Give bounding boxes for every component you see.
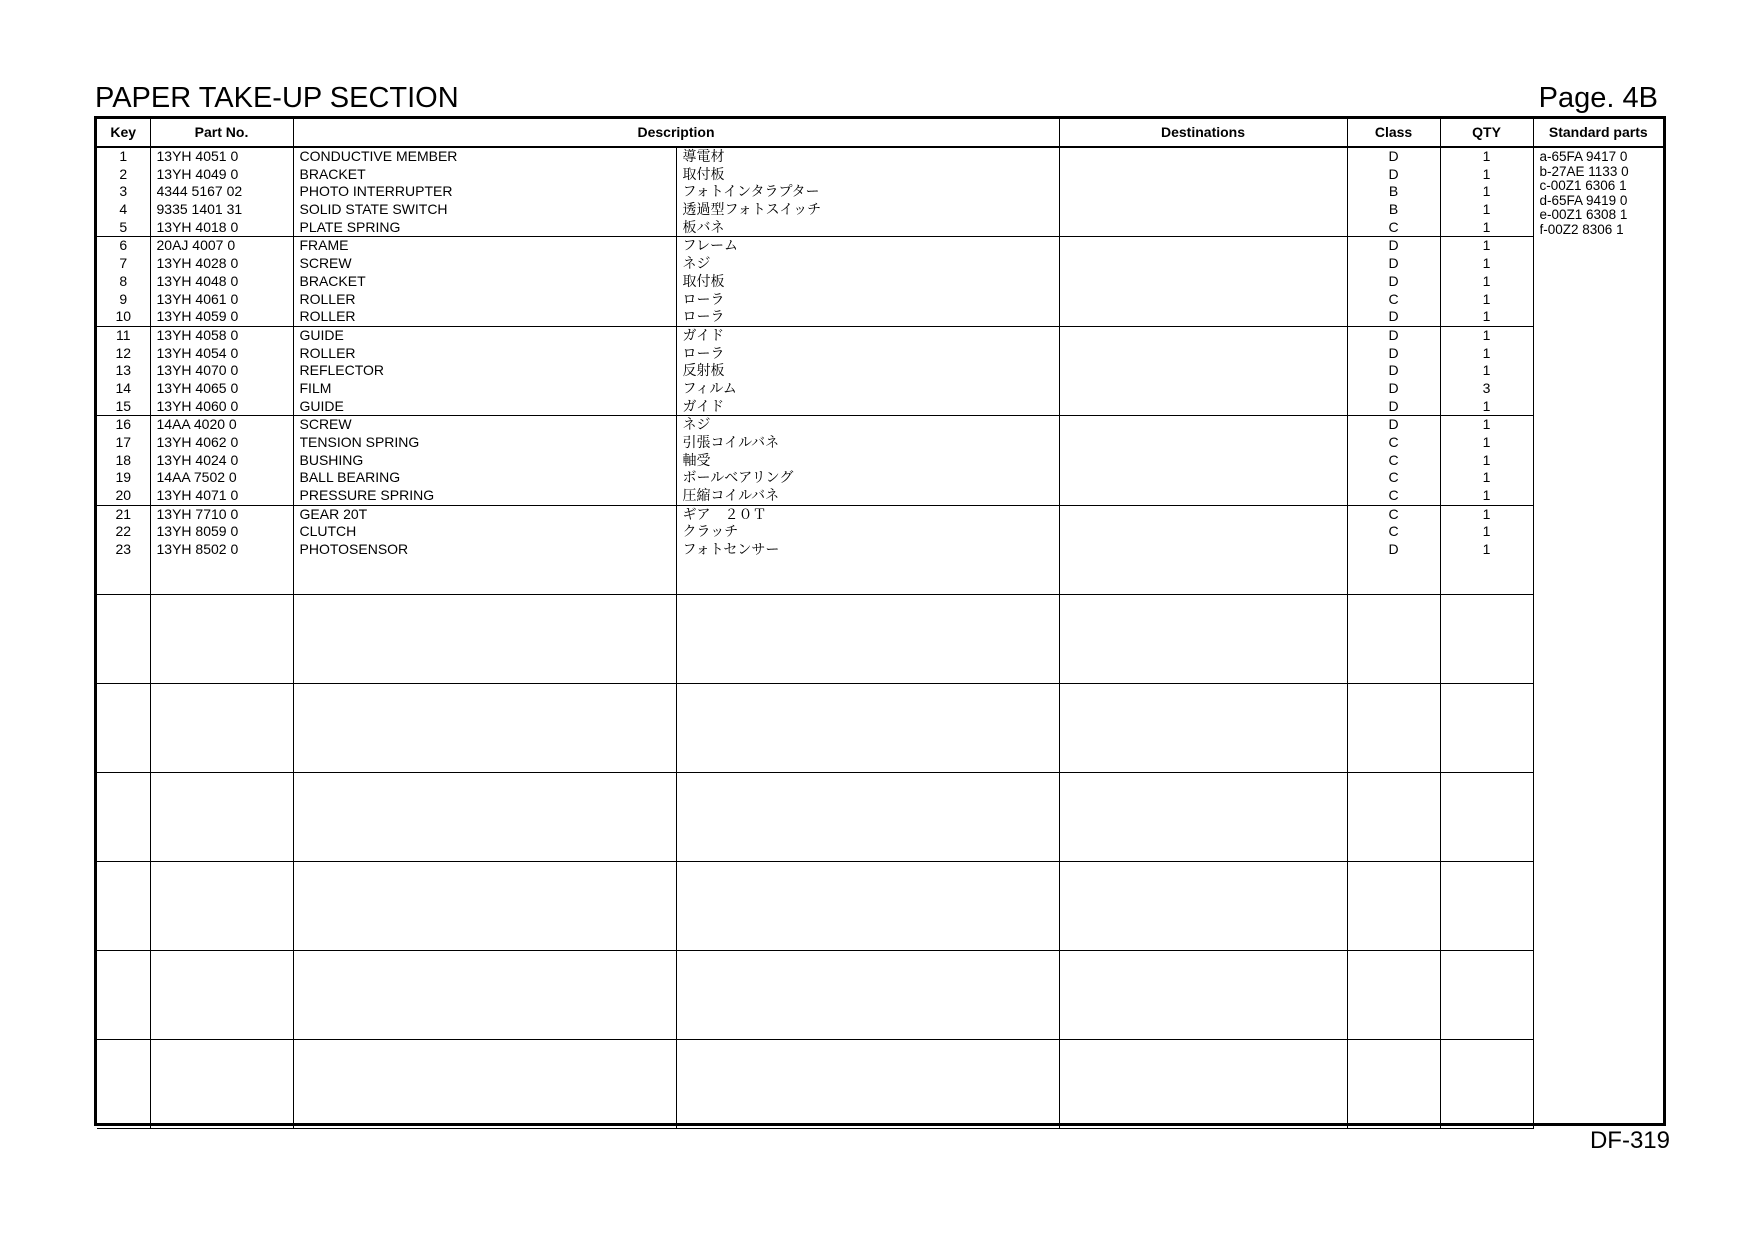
column-header-key: Key	[97, 119, 150, 147]
cell-part-no: 9335 1401 31	[156, 201, 243, 218]
column-header-destinations: Destinations	[1059, 119, 1347, 147]
cell-description-en: PLATE SPRING	[299, 218, 401, 235]
cell-key-column	[97, 505, 150, 594]
cell-key: 11	[115, 326, 131, 343]
cell-destinations-column	[1059, 594, 1347, 683]
cell-class-column	[1347, 1039, 1440, 1128]
cell-destinations	[1066, 380, 1347, 398]
cell-qty-column	[1440, 772, 1533, 861]
cell-description-en-column	[293, 237, 676, 326]
cell-class: D	[1388, 237, 1399, 254]
cell-class: D	[1388, 165, 1399, 182]
cell-class: B	[1388, 201, 1399, 218]
cell-destinations	[1066, 148, 1347, 166]
cell-class: B	[1388, 183, 1399, 200]
cell-class: D	[1388, 416, 1399, 433]
cell-class: D	[1388, 344, 1399, 361]
parts-list-sheet	[94, 116, 1666, 1126]
cell-part-no: 14AA 4020 0	[156, 416, 237, 433]
cell-destinations-column	[1059, 772, 1347, 861]
cell-class: D	[1388, 308, 1399, 325]
cell-destinations-column	[1059, 950, 1347, 1039]
cell-description-en-column	[293, 416, 676, 505]
column-header-class: Class	[1347, 119, 1440, 147]
cell-description-jp-column	[676, 950, 1059, 1039]
cell-description-jp: 板バネ	[682, 218, 725, 235]
cell-part-no: 13YH 4048 0	[156, 272, 239, 289]
cell-destinations	[1066, 362, 1347, 380]
cell-description-jp-column	[676, 861, 1059, 950]
cell-description-en: PHOTO INTERRUPTER	[299, 183, 453, 200]
parts-group-row	[97, 683, 1663, 772]
cell-description-jp: ボールベアリング	[682, 469, 794, 486]
cell-description-jp: クラッチ	[682, 523, 739, 540]
cell-description-en: REFLECTOR	[299, 362, 385, 379]
cell-description-en: FRAME	[299, 237, 349, 254]
cell-part-no: 13YH 4049 0	[156, 165, 239, 182]
cell-description-jp-column	[676, 1039, 1059, 1128]
cell-destinations	[1066, 434, 1347, 452]
cell-description-en-column	[293, 772, 676, 861]
cell-destinations	[1066, 398, 1347, 416]
cell-class-column	[1347, 861, 1440, 950]
cell-qty: 1	[1482, 255, 1491, 272]
cell-description-jp: フィルム	[682, 379, 737, 396]
parts-group-row	[97, 505, 1663, 594]
cell-description-en: ROLLER	[299, 344, 356, 361]
cell-class-column	[1347, 950, 1440, 1039]
cell-part-no: 13YH 4054 0	[156, 344, 239, 361]
cell-part-no-column	[150, 950, 293, 1039]
page-number: Page. 4B	[1538, 82, 1658, 114]
cell-description-jp: ガイド	[682, 397, 725, 414]
cell-part-no: 13YH 4059 0	[156, 308, 239, 325]
cell-key: 13	[115, 362, 132, 379]
cell-description-en: BRACKET	[299, 165, 366, 182]
cell-part-no-column	[150, 1039, 293, 1128]
cell-destinations	[1066, 487, 1347, 505]
cell-qty: 1	[1482, 362, 1491, 379]
cell-description-en: SCREW	[299, 416, 352, 433]
cell-key: 23	[115, 541, 132, 558]
cell-class-column	[1347, 683, 1440, 772]
cell-description-en: BRACKET	[299, 272, 366, 289]
cell-description-en-column	[293, 950, 676, 1039]
cell-key: 12	[115, 344, 132, 361]
column-header-qty: QTY	[1440, 119, 1533, 147]
standard-part-item: d-65FA 9419 0	[1539, 193, 1628, 208]
cell-description-en-column	[293, 1039, 676, 1128]
cell-part-no: 13YH 4070 0	[156, 362, 239, 379]
cell-key: 16	[115, 416, 132, 433]
cell-destinations-column	[1059, 683, 1347, 772]
standard-part-item: c-00Z1 6306 1	[1539, 179, 1627, 193]
cell-description-en: BALL BEARING	[299, 469, 401, 486]
cell-part-no: 13YH 4071 0	[156, 487, 239, 504]
cell-key: 6	[119, 237, 128, 254]
parts-group-row	[97, 326, 1663, 415]
cell-part-no-column	[150, 683, 293, 772]
cell-class: D	[1388, 397, 1399, 414]
column-header-standard-parts: Standard parts	[1533, 119, 1663, 147]
cell-destinations	[1066, 308, 1347, 326]
cell-qty: 1	[1482, 416, 1491, 433]
cell-destinations	[1066, 201, 1347, 219]
cell-key: 10	[115, 308, 132, 325]
parts-group-row	[97, 147, 1663, 237]
cell-description-jp: ローラ	[682, 290, 725, 307]
standard-part-item: a-65FA 9417 0	[1539, 150, 1628, 164]
cell-part-no: 13YH 4028 0	[156, 255, 239, 272]
cell-qty: 1	[1482, 469, 1491, 486]
cell-description-en-column	[293, 147, 676, 237]
cell-key: 1	[119, 148, 128, 164]
cell-qty: 1	[1482, 272, 1491, 289]
cell-part-no-column	[150, 772, 293, 861]
cell-qty: 1	[1482, 505, 1491, 522]
cell-class: D	[1388, 148, 1399, 164]
cell-part-no-column	[150, 326, 293, 415]
cell-class: C	[1388, 218, 1399, 235]
cell-key: 3	[119, 183, 128, 200]
cell-qty: 1	[1482, 541, 1491, 558]
cell-part-no: 13YH 4058 0	[156, 326, 239, 343]
cell-qty: 1	[1482, 344, 1491, 361]
cell-class: D	[1388, 379, 1399, 396]
cell-destinations	[1066, 291, 1347, 309]
cell-description-en-column	[293, 683, 676, 772]
cell-destinations	[1066, 327, 1347, 345]
cell-destinations	[1066, 183, 1347, 201]
cell-part-no: 13YH 4018 0	[156, 218, 239, 235]
cell-destinations	[1066, 506, 1347, 524]
cell-description-en: SCREW	[299, 255, 352, 272]
cell-part-no-column	[150, 594, 293, 683]
cell-description-jp: ローラ	[682, 308, 725, 325]
cell-description-en-column	[293, 861, 676, 950]
cell-qty: 1	[1482, 326, 1491, 343]
cell-description-jp: 反射板	[682, 362, 725, 379]
cell-description-en: GUIDE	[299, 397, 344, 414]
cell-qty: 1	[1482, 523, 1491, 540]
cell-qty: 1	[1482, 183, 1491, 200]
cell-description-en: ROLLER	[299, 308, 356, 325]
cell-key-column	[97, 683, 150, 772]
cell-part-no: 14AA 7502 0	[156, 469, 237, 486]
column-header-description: Description	[293, 119, 1059, 147]
cell-key: 19	[115, 469, 132, 486]
cell-qty: 1	[1482, 165, 1491, 182]
cell-part-no-column	[150, 505, 293, 594]
cell-destinations	[1066, 416, 1347, 434]
cell-key-column	[97, 594, 150, 683]
cell-qty-column	[1440, 147, 1533, 237]
cell-class: D	[1388, 541, 1399, 558]
cell-class: D	[1388, 255, 1399, 272]
cell-class: C	[1388, 505, 1399, 522]
table-header-row	[97, 119, 1663, 147]
cell-description-jp: フォトインタラプター	[682, 183, 820, 200]
parts-group-row	[97, 237, 1663, 326]
cell-part-no: 13YH 8502 0	[156, 541, 239, 558]
cell-class-column	[1347, 326, 1440, 415]
cell-key: 4	[119, 201, 128, 218]
cell-description-jp: ローラ	[682, 344, 725, 361]
cell-part-no: 13YH 7710 0	[156, 505, 239, 522]
parts-table	[97, 119, 1663, 1129]
cell-class: D	[1388, 326, 1399, 343]
cell-key-column	[97, 237, 150, 326]
cell-part-no: 13YH 8059 0	[156, 523, 239, 540]
cell-qty: 1	[1482, 290, 1491, 307]
cell-class: C	[1388, 523, 1399, 540]
cell-part-no: 13YH 4062 0	[156, 434, 239, 450]
cell-key: 5	[119, 218, 128, 235]
cell-qty: 1	[1482, 308, 1491, 325]
cell-key-column	[97, 861, 150, 950]
cell-class: C	[1388, 469, 1399, 486]
parts-group-row	[97, 416, 1663, 505]
cell-key: 22	[115, 523, 132, 540]
cell-class: D	[1388, 362, 1399, 379]
cell-destinations	[1066, 345, 1347, 363]
cell-destinations-column	[1059, 416, 1347, 505]
cell-class: D	[1388, 272, 1399, 289]
cell-qty: 1	[1482, 434, 1491, 450]
cell-destinations	[1066, 237, 1347, 255]
cell-description-jp: ネジ	[682, 416, 711, 433]
cell-qty: 3	[1482, 379, 1491, 396]
cell-key: 2	[119, 165, 128, 182]
cell-key-column	[97, 416, 150, 505]
cell-key-column	[97, 1039, 150, 1128]
cell-qty-column	[1440, 594, 1533, 683]
cell-destinations	[1066, 469, 1347, 487]
cell-destinations	[1066, 219, 1347, 237]
cell-description-jp: 導電材	[682, 148, 725, 164]
cell-destinations-column	[1059, 505, 1347, 594]
cell-description-en-column	[293, 594, 676, 683]
cell-description-en: GEAR 20T	[299, 505, 368, 522]
cell-part-no: 20AJ 4007 0	[156, 237, 236, 254]
cell-qty-column	[1440, 1039, 1533, 1128]
cell-description-jp: 引張コイルバネ	[682, 434, 780, 450]
cell-description-jp: ガイド	[682, 326, 725, 343]
cell-qty-column	[1440, 861, 1533, 950]
standard-part-item: b-27AE 1133 0	[1539, 164, 1629, 179]
cell-description-jp-column	[676, 772, 1059, 861]
cell-key-column	[97, 950, 150, 1039]
cell-qty-column	[1440, 416, 1533, 505]
cell-qty: 1	[1482, 148, 1491, 164]
cell-class-column	[1347, 594, 1440, 683]
cell-description-jp: 透過型フォトスイッチ	[682, 201, 822, 218]
cell-destinations-column	[1059, 237, 1347, 326]
cell-qty-column	[1440, 683, 1533, 772]
cell-destinations-column	[1059, 861, 1347, 950]
cell-part-no: 13YH 4061 0	[156, 290, 239, 307]
cell-description-jp: ギア ２０Ｔ	[682, 505, 767, 522]
cell-description-jp-column	[676, 416, 1059, 505]
cell-key: 18	[115, 451, 132, 468]
cell-description-en: FILM	[299, 379, 332, 396]
cell-class-column	[1347, 237, 1440, 326]
cell-destinations	[1066, 541, 1347, 559]
cell-class-column	[1347, 505, 1440, 594]
cell-description-jp-column	[676, 147, 1059, 237]
cell-part-no: 13YH 4065 0	[156, 379, 239, 396]
cell-description-jp: フォトセンサー	[682, 541, 780, 558]
cell-destinations-column	[1059, 147, 1347, 237]
cell-part-no: 13YH 4060 0	[156, 397, 239, 414]
cell-class: C	[1388, 434, 1399, 450]
cell-description-jp-column	[676, 683, 1059, 772]
cell-qty: 1	[1482, 451, 1491, 468]
cell-description-jp-column	[676, 505, 1059, 594]
cell-description-en-column	[293, 326, 676, 415]
cell-qty: 1	[1482, 397, 1491, 414]
cell-qty: 1	[1482, 237, 1491, 254]
cell-description-jp: 取付板	[682, 165, 725, 182]
cell-description-en: PRESSURE SPRING	[299, 487, 435, 504]
page-title: PAPER TAKE-UP SECTION	[95, 82, 459, 114]
cell-part-no: 13YH 4024 0	[156, 451, 239, 468]
cell-key-column	[97, 147, 150, 237]
cell-class: C	[1388, 451, 1399, 468]
cell-part-no: 13YH 4051 0	[156, 148, 239, 164]
cell-part-no-column	[150, 237, 293, 326]
cell-description-en: TENSION SPRING	[299, 434, 420, 450]
cell-destinations	[1066, 273, 1347, 291]
cell-class-column	[1347, 416, 1440, 505]
cell-qty-column	[1440, 326, 1533, 415]
cell-key: 15	[115, 397, 132, 414]
cell-key: 8	[119, 272, 128, 289]
cell-description-jp: 取付板	[682, 272, 725, 289]
cell-description-jp: フレーム	[682, 237, 738, 254]
parts-group-row	[97, 861, 1663, 950]
cell-destinations	[1066, 523, 1347, 541]
cell-description-en-column	[293, 505, 676, 594]
cell-description-jp: 軸受	[682, 451, 711, 468]
cell-qty-column	[1440, 505, 1533, 594]
cell-description-en: CLUTCH	[299, 523, 357, 540]
cell-key: 7	[119, 255, 128, 272]
parts-group-row	[97, 772, 1663, 861]
cell-description-en: SOLID STATE SWITCH	[299, 201, 448, 218]
document-code: DF-319	[1589, 1127, 1670, 1154]
cell-key-column	[97, 326, 150, 415]
cell-key-column	[97, 772, 150, 861]
cell-qty: 1	[1482, 487, 1491, 504]
cell-class-column	[1347, 147, 1440, 237]
cell-class: C	[1388, 487, 1399, 504]
cell-description-jp: 圧縮コイルバネ	[682, 487, 780, 504]
cell-key: 21	[115, 505, 132, 522]
cell-description-en: GUIDE	[299, 326, 344, 343]
parts-group-row	[97, 950, 1663, 1039]
cell-description-jp-column	[676, 594, 1059, 683]
cell-key: 14	[115, 379, 132, 396]
parts-table-body	[97, 147, 1663, 1128]
cell-key: 20	[115, 487, 132, 504]
cell-part-no-column	[150, 861, 293, 950]
cell-description-jp-column	[676, 326, 1059, 415]
cell-description-en: ROLLER	[299, 290, 356, 307]
cell-part-no-column	[150, 416, 293, 505]
cell-qty: 1	[1482, 218, 1491, 235]
cell-class: C	[1388, 290, 1399, 307]
cell-qty: 1	[1482, 201, 1491, 218]
cell-class-column	[1347, 772, 1440, 861]
cell-description-en: PHOTOSENSOR	[299, 541, 409, 558]
cell-destinations	[1066, 452, 1347, 470]
cell-destinations-column	[1059, 1039, 1347, 1128]
cell-destinations-column	[1059, 326, 1347, 415]
cell-part-no-column	[150, 147, 293, 237]
parts-group-row	[97, 594, 1663, 683]
cell-key: 17	[115, 434, 132, 450]
standard-parts-column	[1533, 147, 1663, 1128]
cell-key: 9	[119, 290, 128, 307]
column-header-part-no: Part No.	[150, 119, 293, 147]
cell-destinations	[1066, 255, 1347, 273]
cell-qty-column	[1440, 237, 1533, 326]
cell-description-jp-column	[676, 237, 1059, 326]
standard-part-item: f-00Z2 8306 1	[1539, 222, 1624, 237]
cell-description-en: CONDUCTIVE MEMBER	[299, 148, 458, 164]
cell-destinations	[1066, 166, 1347, 184]
standard-part-item: e-00Z1 6308 1	[1539, 208, 1628, 222]
cell-description-en: BUSHING	[299, 451, 364, 468]
parts-group-row	[97, 1039, 1663, 1128]
cell-qty-column	[1440, 950, 1533, 1039]
cell-description-jp: ネジ	[682, 255, 711, 272]
cell-part-no: 4344 5167 02	[156, 183, 243, 200]
